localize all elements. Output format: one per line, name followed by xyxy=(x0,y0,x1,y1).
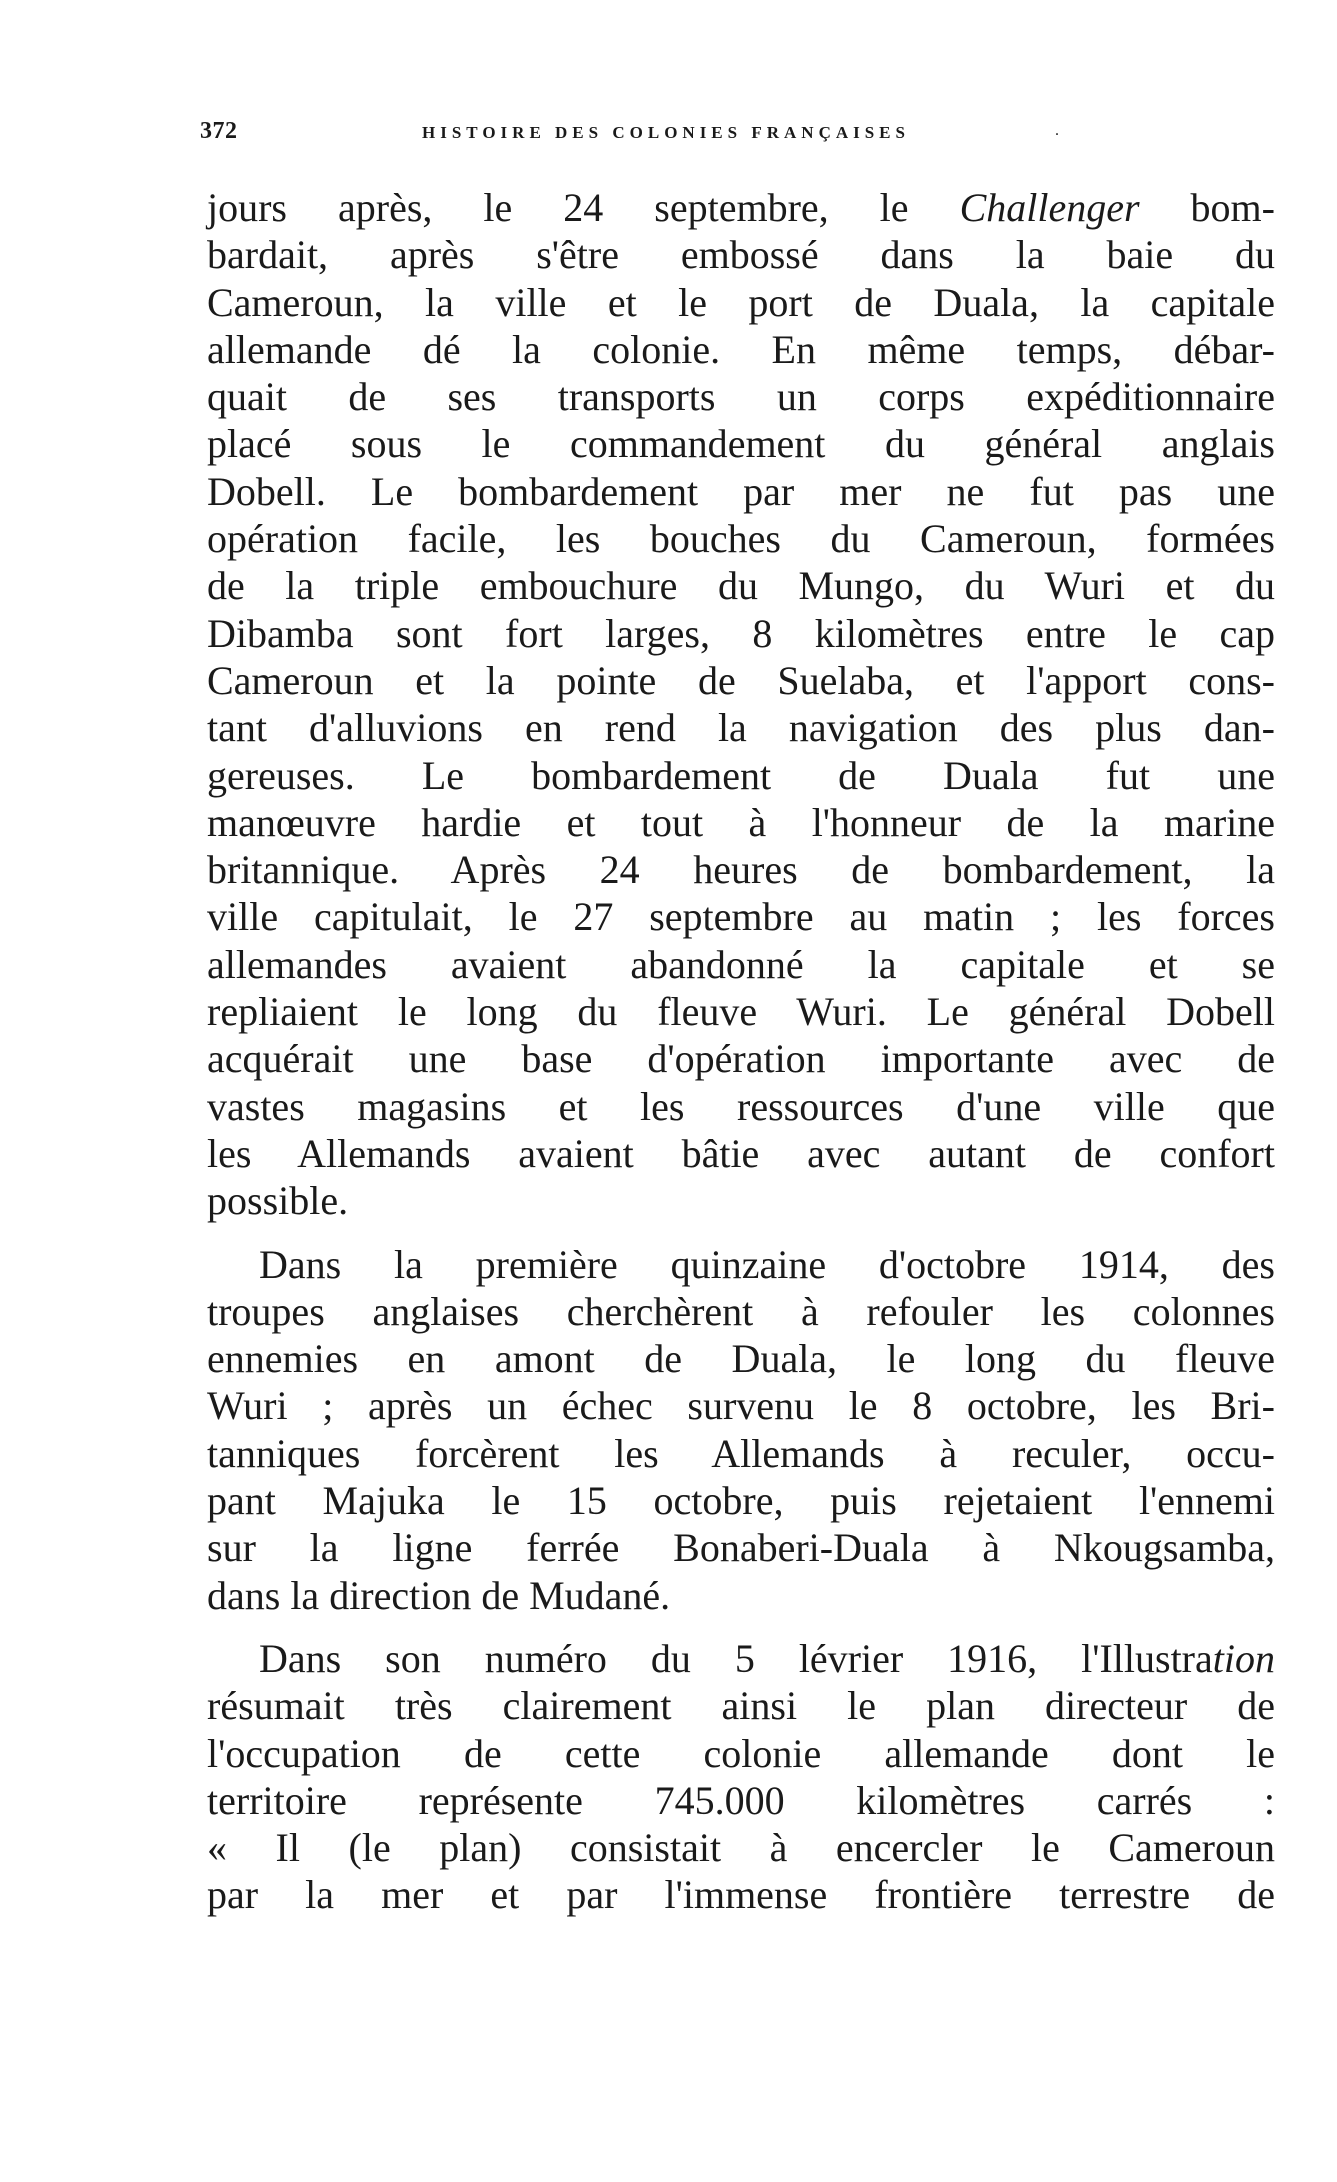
text-line: Dibamba sont fort larges, 8 kilomètres entre le cap xyxy=(207,610,1275,656)
italic-suffix: tion xyxy=(1212,1635,1275,1681)
text-line: les Allemands avaient bâtie avec autant de confort xyxy=(207,1130,1275,1176)
body-text xyxy=(207,184,1275,1919)
text-line: Dobell. Le bombardement par mer ne fut pas une xyxy=(207,468,1275,514)
text-line: Wuri ; après un échec survenu le 8 octobre, les Bri- xyxy=(207,1383,1275,1429)
text-line: tanniques forcèrent les Allemands à reculer, occu- xyxy=(207,1430,1275,1476)
text-line: dans la direction de Mudané. xyxy=(207,1572,671,1618)
text-line: de la triple embouchure du Mungo, du Wuri et du xyxy=(207,563,1275,609)
text-line: quait de ses transports un corps expéditionnaire xyxy=(207,374,1275,420)
text-line: allemandes avaient abandonné la capitale et se xyxy=(207,941,1275,987)
text-line: britannique. Après 24 heures de bombardement, la xyxy=(207,847,1275,893)
text-line: opération facile, les bouches du Cameroun, formées xyxy=(207,516,1275,562)
text-line: l'occupation de cette colonie allemande dont le xyxy=(207,1730,1275,1776)
text-line: Dans la première quinzaine d'octobre 1914, des xyxy=(259,1241,1275,1287)
ship-name: Challenger xyxy=(959,185,1140,230)
text-line: vastes magasins et les ressources d'une ville que xyxy=(207,1083,1275,1129)
text-line: « Il (le plan) consistait à encercler le Cameroun xyxy=(207,1825,1275,1871)
page-header xyxy=(200,118,1060,148)
text-line: sur la ligne ferrée Bonaberi-Duala à Nkougsamba, xyxy=(207,1525,1275,1571)
page-number: 372 xyxy=(200,118,238,144)
paragraph-3 xyxy=(207,1635,1275,1919)
text-line: Dans son numéro du 5 lévrier 1916, l'Illustration xyxy=(259,1635,1275,1681)
text-line: résumait très clairement ainsi le plan directeur de xyxy=(207,1683,1275,1729)
text-line: jours après, le 24 septembre, le Challenger bom- xyxy=(207,185,1275,230)
header-mark: . xyxy=(1055,122,1059,139)
text-line: territoire représente 745.000 kilomètres carrés : xyxy=(207,1777,1275,1823)
text-line: repliaient le long du fleuve Wuri. Le général Dobell xyxy=(207,989,1275,1035)
text-line: par la mer et par l'immense frontière terrestre de xyxy=(207,1872,1275,1918)
text-line: gereuses. Le bombardement de Duala fut une xyxy=(207,752,1275,798)
text-line: Cameroun et la pointe de Suelaba, et l'apport cons- xyxy=(207,657,1275,703)
text-line: possible. xyxy=(207,1178,349,1224)
text-line: tant d'alluvions en rend la navigation des plus dan- xyxy=(207,705,1275,751)
text-line: troupes anglaises cherchèrent à refouler les colonnes xyxy=(207,1288,1275,1334)
paragraph-1 xyxy=(207,184,1275,1225)
text-line: ville capitulait, le 27 septembre au matin ; les forces xyxy=(207,894,1275,940)
text-line: allemande dé la colonie. En même temps, débar- xyxy=(207,326,1275,372)
text-line: bardait, après s'être embossé dans la baie du xyxy=(207,232,1275,278)
text-line: ennemies en amont de Duala, le long du fleuve xyxy=(207,1336,1275,1382)
text-line: Cameroun, la ville et le port de Duala, la capitale xyxy=(207,279,1275,325)
text-line: acquérait une base d'opération importante avec de xyxy=(207,1036,1275,1082)
text-line: placé sous le commandement du général anglais xyxy=(207,421,1275,467)
running-title: HISTOIRE DES COLONIES FRANÇAISES xyxy=(422,123,910,142)
text-line: manœuvre hardie et tout à l'honneur de la marine xyxy=(207,799,1275,845)
text-line: pant Majuka le 15 octobre, puis rejetaient l'ennemi xyxy=(207,1478,1275,1524)
paragraph-2 xyxy=(207,1241,1275,1619)
